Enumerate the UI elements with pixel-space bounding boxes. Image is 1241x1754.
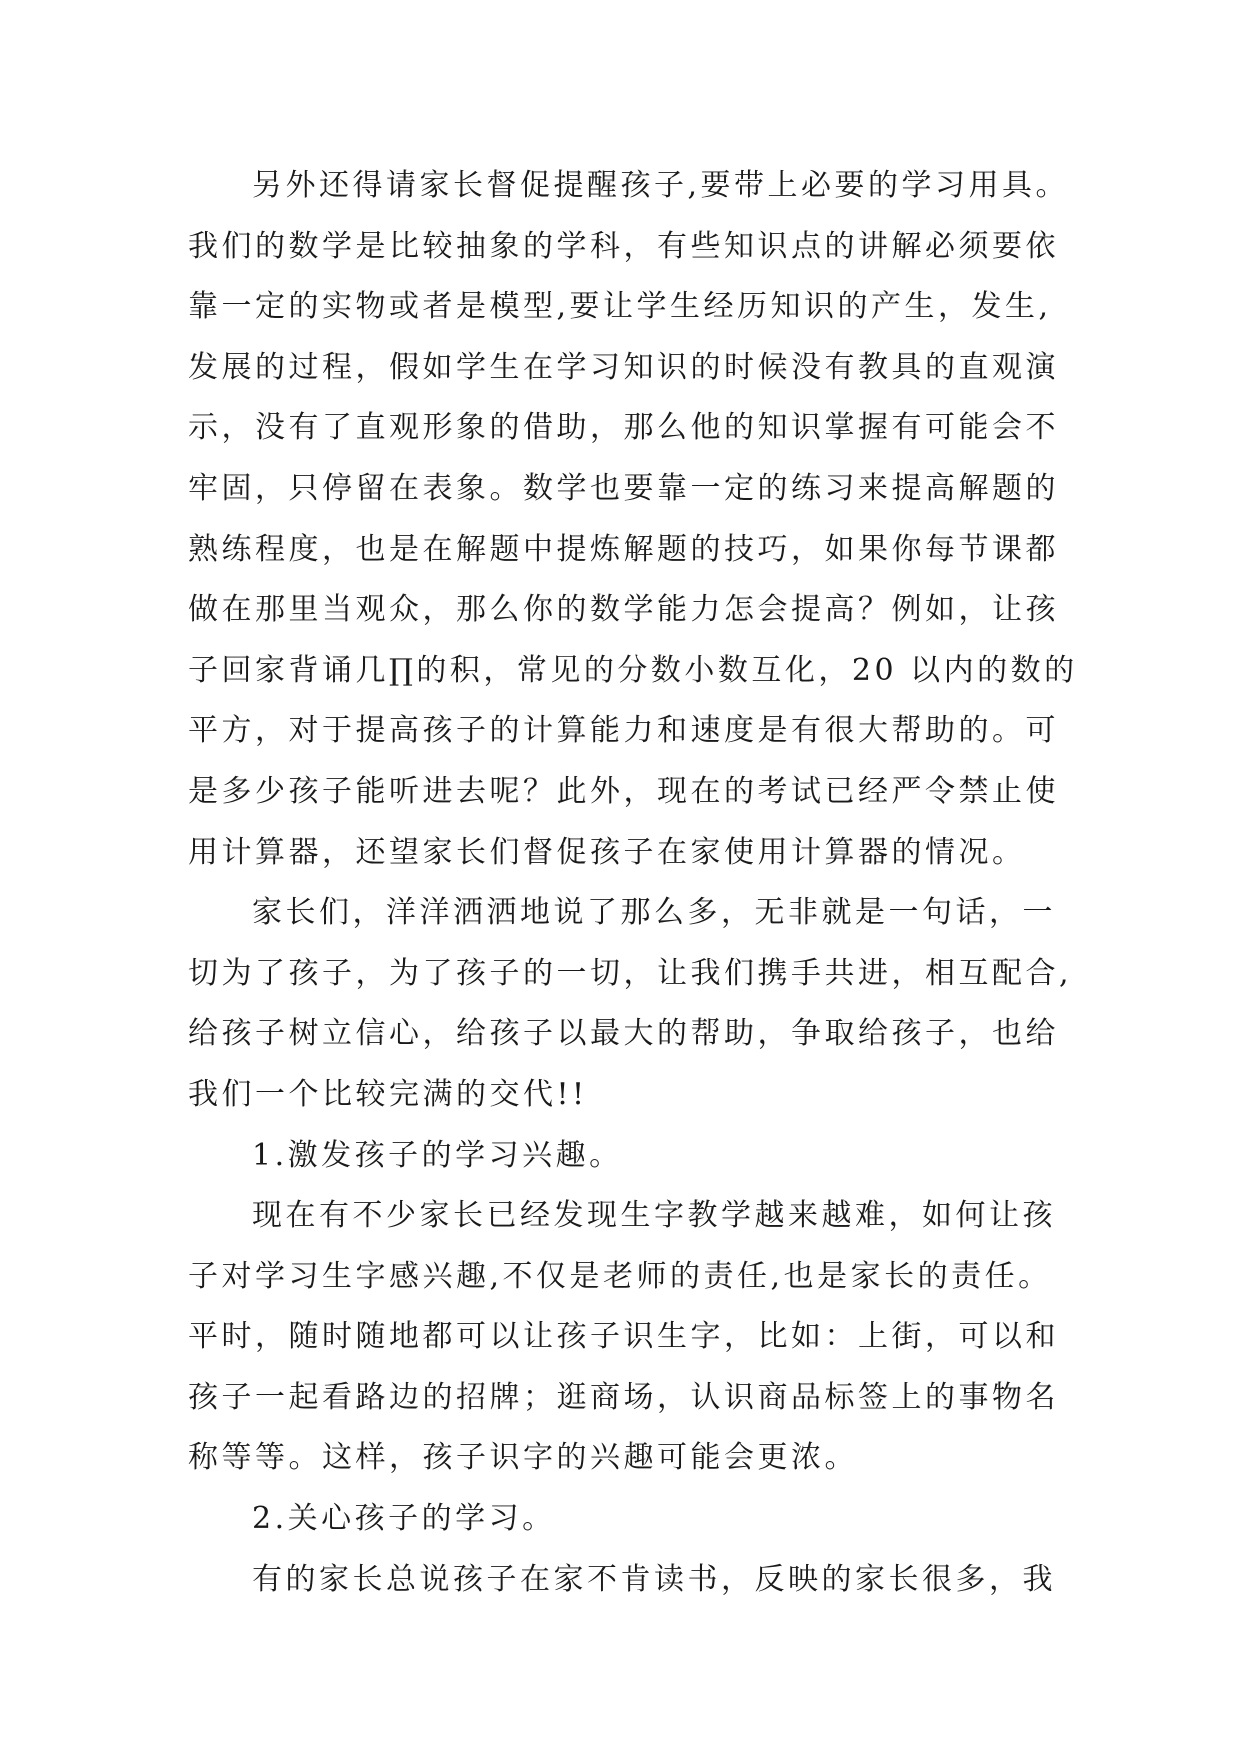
paragraph-line: 孩子一起看路边的招牌；逛商场，认识商品标签上的事物名 [188, 1379, 1059, 1415]
paragraph-line: 平时，随时随地都可以让孩子识生字，比如：上街，可以和 [188, 1319, 1059, 1355]
document-body [188, 156, 1088, 1610]
paragraph-line: 有的家长总说孩子在家不肯读书，反映的家长很多，我 [252, 1561, 1056, 1597]
paragraph-line: 发展的过程，假如学生在学习知识的时候没有教具的直观演 [188, 349, 1059, 385]
paragraph-line: 子对学习生字感兴趣,不仅是老师的责任,也是家长的责任。 [188, 1258, 1052, 1294]
paragraph-line: 平方，对于提高孩子的计算能力和速度是有很大帮助的。可 [188, 713, 1059, 749]
paragraph-line: 熟练程度，也是在解题中提炼解题的技巧，如果你每节课都 [188, 531, 1059, 567]
paragraph-line: 称等等。这样，孩子识字的兴趣可能会更浓。 [188, 1440, 858, 1476]
paragraph-line: 示，没有了直观形象的借助，那么他的知识掌握有可能会不 [188, 410, 1059, 446]
paragraph-line: 我们的数学是比较抽象的学科，有些知识点的讲解必须要依 [188, 228, 1059, 264]
paragraph-line: 给孩子树立信心，给孩子以最大的帮助，争取给孩子，也给 [188, 1016, 1059, 1052]
paragraph-line: 用计算器，还望家长们督促孩子在家使用计算器的情况。 [188, 834, 1026, 870]
paragraph-line: 牢固，只停留在表象。数学也要靠一定的练习来提高解题的 [188, 470, 1059, 506]
paragraph-line: 做在那里当观众，那么你的数学能力怎会提高？例如，让孩 [188, 592, 1059, 628]
paragraph-line: 我们一个比较完满的交代!! [188, 1076, 588, 1112]
paragraph-line: 家长们，洋洋洒洒地说了那么多，无非就是一句话，一 [252, 895, 1056, 931]
paragraph-line: 切为了孩子，为了孩子的一切，让我们携手共进，相互配合, [188, 955, 1073, 991]
section-heading: 2.关心孩子的学习。 [252, 1501, 556, 1537]
paragraph-line: 现在有不少家长已经发现生字教学越来越难，如何让孩 [252, 1198, 1056, 1234]
paragraph-line: 是多少孩子能听进去呢？此外，现在的考试已经严令禁止使 [188, 773, 1059, 809]
paragraph-line: 另外还得请家长督促提醒孩子,要带上必要的学习用具。 [252, 168, 1070, 203]
paragraph-line: 靠一定的实物或者是模型,要让学生经历知识的产生，发生, [188, 289, 1052, 325]
paragraph-line: 子回家背诵几∏的积，常见的分数小数互化，20 以内的数的 [188, 652, 1078, 688]
section-heading: 1.激发孩子的学习兴趣。 [252, 1137, 623, 1173]
